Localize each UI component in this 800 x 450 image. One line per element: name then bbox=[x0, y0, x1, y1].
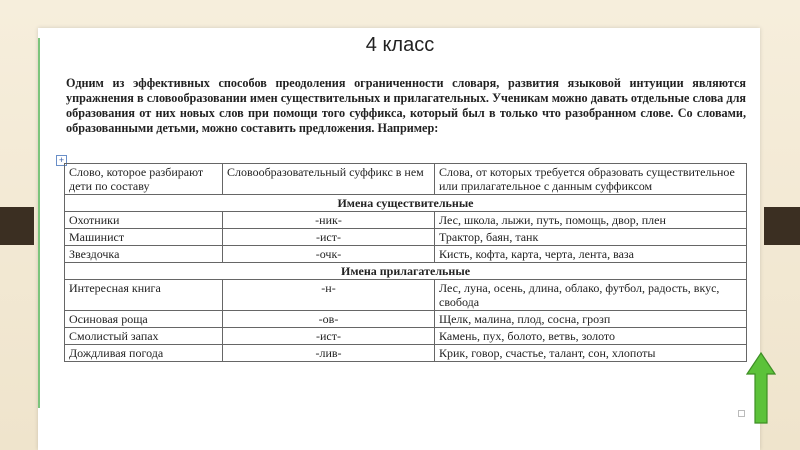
cell-word: Дождливая погода bbox=[65, 345, 223, 362]
cell-word: Интересная книга bbox=[65, 280, 223, 311]
cell-words: Камень, пух, болото, ветвь, золото bbox=[435, 328, 747, 345]
table-row bbox=[65, 345, 747, 362]
suffix-table bbox=[64, 163, 747, 362]
cell-word: Осиновая роща bbox=[65, 311, 223, 328]
cell-suffix: -лив- bbox=[223, 345, 435, 362]
cell-suffix: -ов- bbox=[223, 311, 435, 328]
cell-suffix: -ник- bbox=[223, 212, 435, 229]
page-title: 4 класс bbox=[365, 34, 435, 56]
cell-word: Машинист bbox=[65, 229, 223, 246]
cell-suffix: -ист- bbox=[223, 229, 435, 246]
cell-suffix: -ист- bbox=[223, 328, 435, 345]
section-title-nouns: Имена существительные bbox=[65, 195, 747, 212]
cell-words: Кисть, кофта, карта, черта, лента, ваза bbox=[435, 246, 747, 263]
header-suffix: Словообразовательный суффикс в нем bbox=[223, 164, 435, 195]
resize-handle-icon[interactable] bbox=[738, 410, 745, 417]
slide-accent-line bbox=[38, 38, 40, 408]
plus-box-icon[interactable]: + bbox=[56, 155, 67, 166]
cell-words: Лес, школа, лыжи, путь, помощь, двор, плен bbox=[435, 212, 747, 229]
table-row bbox=[65, 280, 747, 311]
section-row-adjectives bbox=[65, 263, 747, 280]
table-row bbox=[65, 246, 747, 263]
cell-word: Смолистый запах bbox=[65, 328, 223, 345]
cell-words: Щелк, малина, плод, сосна, грозп bbox=[435, 311, 747, 328]
intro-paragraph: Одним из эффективных способов преодоления ограниченности словаря, развития языковой интуиции являются упражнения в словообразовании имен существительных и прилагательных. Ученикам можно давать отдельные слова для образования от них новых слов при помощи того суффикса, который был в только что разобранном слове. Со словами, образованными детьми, можно составить предложения. Например: bbox=[66, 76, 746, 135]
section-row-nouns bbox=[65, 195, 747, 212]
table-row bbox=[65, 229, 747, 246]
table-header-row bbox=[65, 164, 747, 195]
left-decor-bar bbox=[0, 207, 34, 245]
cell-suffix: -очк- bbox=[223, 246, 435, 263]
cell-word: Охотники bbox=[65, 212, 223, 229]
cell-words: Трактор, баян, танк bbox=[435, 229, 747, 246]
table-row bbox=[65, 212, 747, 229]
cell-words: Лес, луна, осень, длина, облако, футбол, радость, вкус, свобода bbox=[435, 280, 747, 311]
up-arrow-icon[interactable] bbox=[746, 352, 776, 424]
right-decor-bar bbox=[764, 207, 800, 245]
header-word: Слово, которое разбирают дети по составу bbox=[65, 164, 223, 195]
section-title-adjectives: Имена прилагательные bbox=[65, 263, 747, 280]
header-words: Слова, от которых требуется образовать существительное или прилагательное с данным суффиксом bbox=[435, 164, 747, 195]
cell-suffix: -н- bbox=[223, 280, 435, 311]
cell-word: Звездочка bbox=[65, 246, 223, 263]
table-row bbox=[65, 311, 747, 328]
cell-words: Крик, говор, счастье, талант, сон, хлопоты bbox=[435, 345, 747, 362]
table-row bbox=[65, 328, 747, 345]
